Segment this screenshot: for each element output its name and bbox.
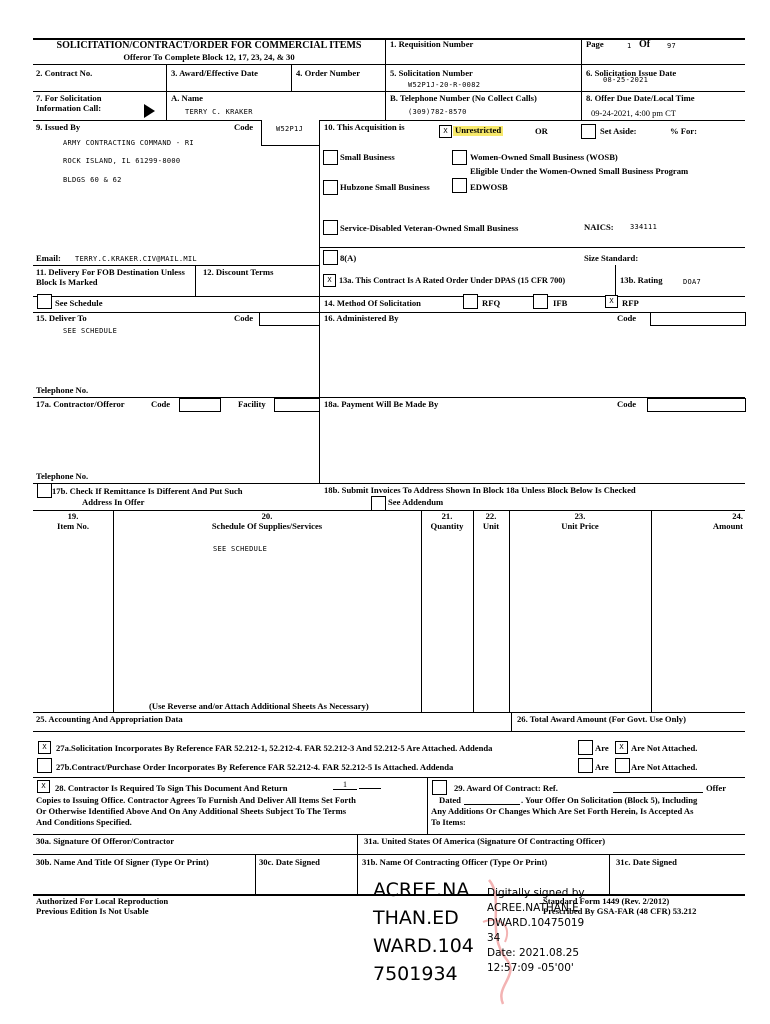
- deliver-to-value: SEE SCHEDULE: [63, 327, 118, 335]
- see-addendum-label: See Addendum: [388, 497, 444, 507]
- col22-num: 22.: [485, 511, 497, 521]
- see-schedule-checkbox[interactable]: [37, 294, 52, 309]
- digital-signature-details: [487, 886, 585, 976]
- edwosb-label: EDWOSB: [470, 182, 508, 192]
- sig-name-line-3: WARD.104: [373, 935, 474, 957]
- issued-by-code-box: [261, 120, 319, 146]
- col23-num: 23.: [574, 511, 586, 521]
- delivery-fob-label: 11. Delivery For FOB Destination Unless Block Is Marked: [36, 267, 185, 287]
- 29-dated-field[interactable]: [464, 804, 520, 805]
- contractor-code-label: Code: [151, 399, 171, 409]
- solicitation-issue-date: 08-25-2021: [603, 76, 649, 84]
- contract-no-label: 2. Contract No.: [36, 68, 93, 78]
- discount-terms-label: 12. Discount Terms: [203, 267, 274, 277]
- small-business-label: Small Business: [340, 152, 395, 162]
- facility-label: Facility: [238, 399, 266, 409]
- solicitation-number-label: 5. Solicitation Number: [390, 68, 473, 78]
- sdvosb-label: Service-Disabled Veteran-Owned Small Business: [340, 223, 519, 233]
- sig-name-line-1: ACREE.NA: [373, 879, 470, 901]
- 28-line2: Copies to Issuing Office. Contractor Agrees To Furnish And Deliver All Items Set Forth: [36, 795, 356, 805]
- percent-for-label: % For:: [670, 126, 697, 136]
- sig-detail-line-5: Date: 2021.08.25: [487, 947, 580, 959]
- solicitation-number: W52P1J-20-R-0082: [408, 81, 481, 89]
- rfq-checkbox[interactable]: [463, 294, 478, 309]
- deliver-to-code-box[interactable]: [259, 312, 320, 326]
- sdvosb-checkbox[interactable]: [323, 220, 338, 235]
- see-schedule-label: See Schedule: [55, 298, 103, 308]
- 27a-text: 27a.Solicitation Incorporates By Reference FAR 52.212-1, 52.212-4. FAR 52.212-3 And 52.212-5 Are Attached. Addenda: [56, 743, 493, 753]
- 27a-not-attached-label: Are Not Attached.: [631, 743, 698, 753]
- 29-line1: 29. Award Of Contract: Ref.: [454, 783, 558, 793]
- remittance-checkbox[interactable]: [37, 483, 52, 498]
- 29-offer-label: Offer: [706, 783, 727, 793]
- telephone-label-17: Telephone No.: [36, 471, 89, 481]
- rating-label: 13b. Rating: [620, 275, 663, 285]
- hubzone-label: Hubzone Small Business: [340, 182, 430, 192]
- 29-checkbox[interactable]: [432, 780, 447, 795]
- arrow-right-icon: [144, 104, 155, 118]
- total-award-label: 26. Total Award Amount (For Govt. Use Only): [517, 714, 686, 724]
- co-date-label: 31c. Date Signed: [616, 857, 677, 867]
- 29-dated-label: Dated: [439, 795, 461, 805]
- sig-name-line-2: THAN.ED: [373, 907, 459, 929]
- 27b-not-attached-label: Are Not Attached.: [631, 762, 698, 772]
- sig-detail-line-3: DWARD.10475019: [487, 917, 585, 929]
- contact-name: TERRY C. KRAKER: [185, 108, 253, 116]
- 29-line3: Any Additions Or Changes Which Are Set Forth Herein, Is Accepted As: [431, 806, 694, 816]
- award-date-label: 3. Award/Effective Date: [171, 68, 258, 78]
- schedule-footer-note: (Use Reverse and/or Attach Additional Sheets As Necessary): [149, 701, 369, 711]
- eight-a-checkbox[interactable]: [323, 250, 338, 265]
- rfp-checkbox[interactable]: X: [605, 295, 618, 308]
- sig-detail-line-6: 12:57:09 -05'00': [487, 962, 574, 974]
- naics-label: NAICS:: [584, 222, 614, 232]
- 28-line3: Or Otherwise Identified Above And On Any Additional Sheets Subject To The Terms: [36, 806, 347, 816]
- 27a-checkbox[interactable]: X: [38, 741, 51, 754]
- col21-num: 21.: [441, 511, 453, 521]
- page-label: Page: [586, 39, 604, 49]
- 29-ref-field[interactable]: [613, 792, 703, 793]
- deliver-to-label: 15. Deliver To: [36, 313, 87, 323]
- issued-by-label: 9. Issued By: [36, 122, 81, 132]
- remittance-line2: Address In Offer: [82, 497, 145, 507]
- naics-code: 334111: [630, 223, 658, 231]
- set-aside-label: Set Aside:: [600, 126, 637, 136]
- payment-code-label: Code: [617, 399, 637, 409]
- remittance-line1: 17b. Check If Remittance Is Different And Put Such: [52, 486, 243, 496]
- schedule-content: SEE SCHEDULE: [213, 545, 268, 553]
- sig-offeror-label: 30a. Signature Of Offeror/Contractor: [36, 836, 175, 846]
- signer-name-label: 30b. Name And Title Of Signer (Type Or Print): [36, 857, 209, 867]
- 29-line4: To Items:: [431, 817, 466, 827]
- issued-by-code-label: Code: [234, 122, 254, 132]
- co-name-label: 31b. Name Of Contracting Officer (Type Or Print): [362, 857, 548, 867]
- eight-a-label: 8(A): [340, 253, 357, 263]
- page-number: 1: [627, 42, 632, 50]
- payment-label: 18a. Payment Will Be Made By: [324, 399, 439, 409]
- 28-line1: 28. Contractor Is Required To Sign This Document And Return: [55, 783, 288, 793]
- 27b-not-attached-checkbox[interactable]: [615, 758, 630, 773]
- previous-edition: Previous Edition Is Not Usable: [36, 906, 149, 916]
- contractor-label: 17a. Contractor/Offeror: [36, 399, 125, 409]
- set-aside-checkbox[interactable]: [581, 124, 596, 139]
- phone-label: B. Telephone Number (No Collect Calls): [390, 93, 537, 103]
- small-business-checkbox[interactable]: [323, 150, 338, 165]
- 28-checkbox[interactable]: X: [37, 780, 50, 793]
- see-addendum-checkbox[interactable]: [371, 496, 386, 511]
- administered-code-label: Code: [617, 313, 637, 323]
- standard-form-label: Standard Form 1449 (Rev. 2/2012): [543, 896, 670, 906]
- form-title: SOLICITATION/CONTRACT/ORDER FOR COMMERCIAL ITEMS: [56, 40, 362, 51]
- order-number-label: 4. Order Number: [296, 68, 361, 78]
- page-total: 97: [667, 42, 677, 50]
- acquisition-label: 10. This Acquisition is: [324, 122, 405, 132]
- 27b-are-label: Are: [595, 762, 609, 772]
- 27a-are-label: Are: [595, 743, 609, 753]
- prescribed-by-label: Prescribed By GSA-FAR (48 CFR) 53.212: [543, 906, 697, 916]
- col21-header: Quantity: [430, 521, 464, 531]
- administered-by-label: 16. Administered By: [324, 313, 399, 323]
- deliver-to-code-label: Code: [234, 313, 254, 323]
- rated-order-checkbox[interactable]: X: [323, 274, 336, 287]
- 28-copies-blank: [359, 788, 381, 789]
- rfq-label: RFQ: [482, 298, 501, 308]
- hubzone-checkbox[interactable]: [323, 180, 338, 195]
- 28-copies-field[interactable]: 1: [333, 780, 357, 790]
- telephone-label-15: Telephone No.: [36, 385, 89, 395]
- col22-header: Unit: [482, 521, 500, 531]
- rated-order-label: 13a. This Contract Is A Rated Order Under DPAS (15 CFR 700): [339, 276, 566, 285]
- 29-line2: . Your Offer On Solicitation (Block 5), Including: [521, 795, 698, 805]
- col24-num: 24.: [732, 511, 743, 521]
- wosb-checkbox[interactable]: [452, 150, 467, 165]
- col23-header: Unit Price: [561, 521, 599, 531]
- payment-code-box[interactable]: [647, 398, 746, 412]
- col19-num: 19.: [67, 511, 79, 521]
- 27b-are-checkbox[interactable]: [578, 758, 593, 773]
- col24-header: Amount: [712, 521, 743, 531]
- offer-due-label: 8. Offer Due Date/Local Time: [586, 93, 695, 103]
- issued-by-line3: BLDGS 60 & 62: [63, 176, 122, 184]
- contact-phone: (309)782-8570: [408, 108, 467, 116]
- email-label: Email:: [36, 253, 61, 263]
- or-label: OR: [535, 126, 548, 136]
- of-label: Of: [639, 39, 651, 50]
- unrestricted-checkbox[interactable]: X: [439, 125, 452, 138]
- solicitation-issue-label: 6. Solicitation Issue Date: [586, 68, 677, 78]
- 27a-not-attached-checkbox[interactable]: X: [615, 741, 628, 754]
- administered-code-box[interactable]: [650, 312, 746, 326]
- requisition-number-label: 1. Requisition Number: [390, 39, 474, 49]
- 27a-are-checkbox[interactable]: [578, 740, 593, 755]
- ifb-checkbox[interactable]: [533, 294, 548, 309]
- issued-by-line1: ARMY CONTRACTING COMMAND - RI: [63, 139, 194, 147]
- ifb-label: IFB: [553, 298, 568, 308]
- date-signed-label: 30c. Date Signed: [259, 857, 320, 867]
- rating-value: DOA7: [683, 278, 702, 286]
- col20-header: Schedule Of Supplies/Services: [211, 521, 323, 531]
- sig-detail-line-1: Digitally signed by: [487, 887, 585, 899]
- info-call-label: 7. For Solicitation Information Call:: [36, 93, 102, 113]
- facility-box[interactable]: [274, 398, 320, 412]
- issuer-email: TERRY.C.KRAKER.CIV@MAIL.MIL: [75, 255, 197, 263]
- edwosb-checkbox[interactable]: [452, 178, 467, 193]
- issued-by-code: W52P1J: [276, 125, 304, 133]
- col20-num: 20.: [261, 511, 273, 521]
- sig-name-line-4: 7501934: [373, 963, 458, 985]
- issued-by-line2: ROCK ISLAND, IL 61299-8000: [63, 157, 181, 165]
- sig-usa-label: 31a. United States Of America (Signature Of Contracting Officer): [364, 836, 606, 846]
- size-standard-label: Size Standard:: [584, 253, 639, 263]
- sig-detail-line-4: 34: [487, 932, 501, 944]
- wosb-label: Women-Owned Small Business (WOSB): [470, 152, 618, 162]
- authorized-reproduction: Authorized For Local Reproduction: [36, 896, 169, 906]
- rfp-label: RFP: [622, 298, 639, 308]
- col19-header: Item No.: [57, 521, 89, 531]
- 27b-text: 27b.Contract/Purchase Order Incorporates By Reference FAR 52.212-4. FAR 52.212-5 Is Attached. Addenda: [56, 762, 454, 772]
- 28-line4: And Conditions Specified.: [36, 817, 132, 827]
- contractor-code-box[interactable]: [179, 398, 221, 412]
- 27b-checkbox[interactable]: [37, 758, 52, 773]
- sig-detail-line-2: ACREE.NATHAN.E: [487, 902, 579, 914]
- form-subtitle: Offeror To Complete Block 12, 17, 23, 24, & 30: [123, 52, 295, 62]
- unrestricted-label: Unrestricted: [455, 125, 502, 135]
- method-solicitation-label: 14. Method Of Solicitation: [324, 298, 421, 308]
- accounting-label: 25. Accounting And Appropriation Data: [36, 714, 183, 724]
- wosb-eligible-label: Eligible Under the Women-Owned Small Business Program: [470, 166, 689, 176]
- offer-due-date: 09-24-2021, 4:00 pm CT: [591, 108, 676, 118]
- digital-signature-name: [373, 876, 474, 988]
- name-label: A. Name: [171, 93, 203, 103]
- submit-invoices-label: 18b. Submit Invoices To Address Shown In Block 18a Unless Block Below Is Checked: [324, 485, 636, 495]
